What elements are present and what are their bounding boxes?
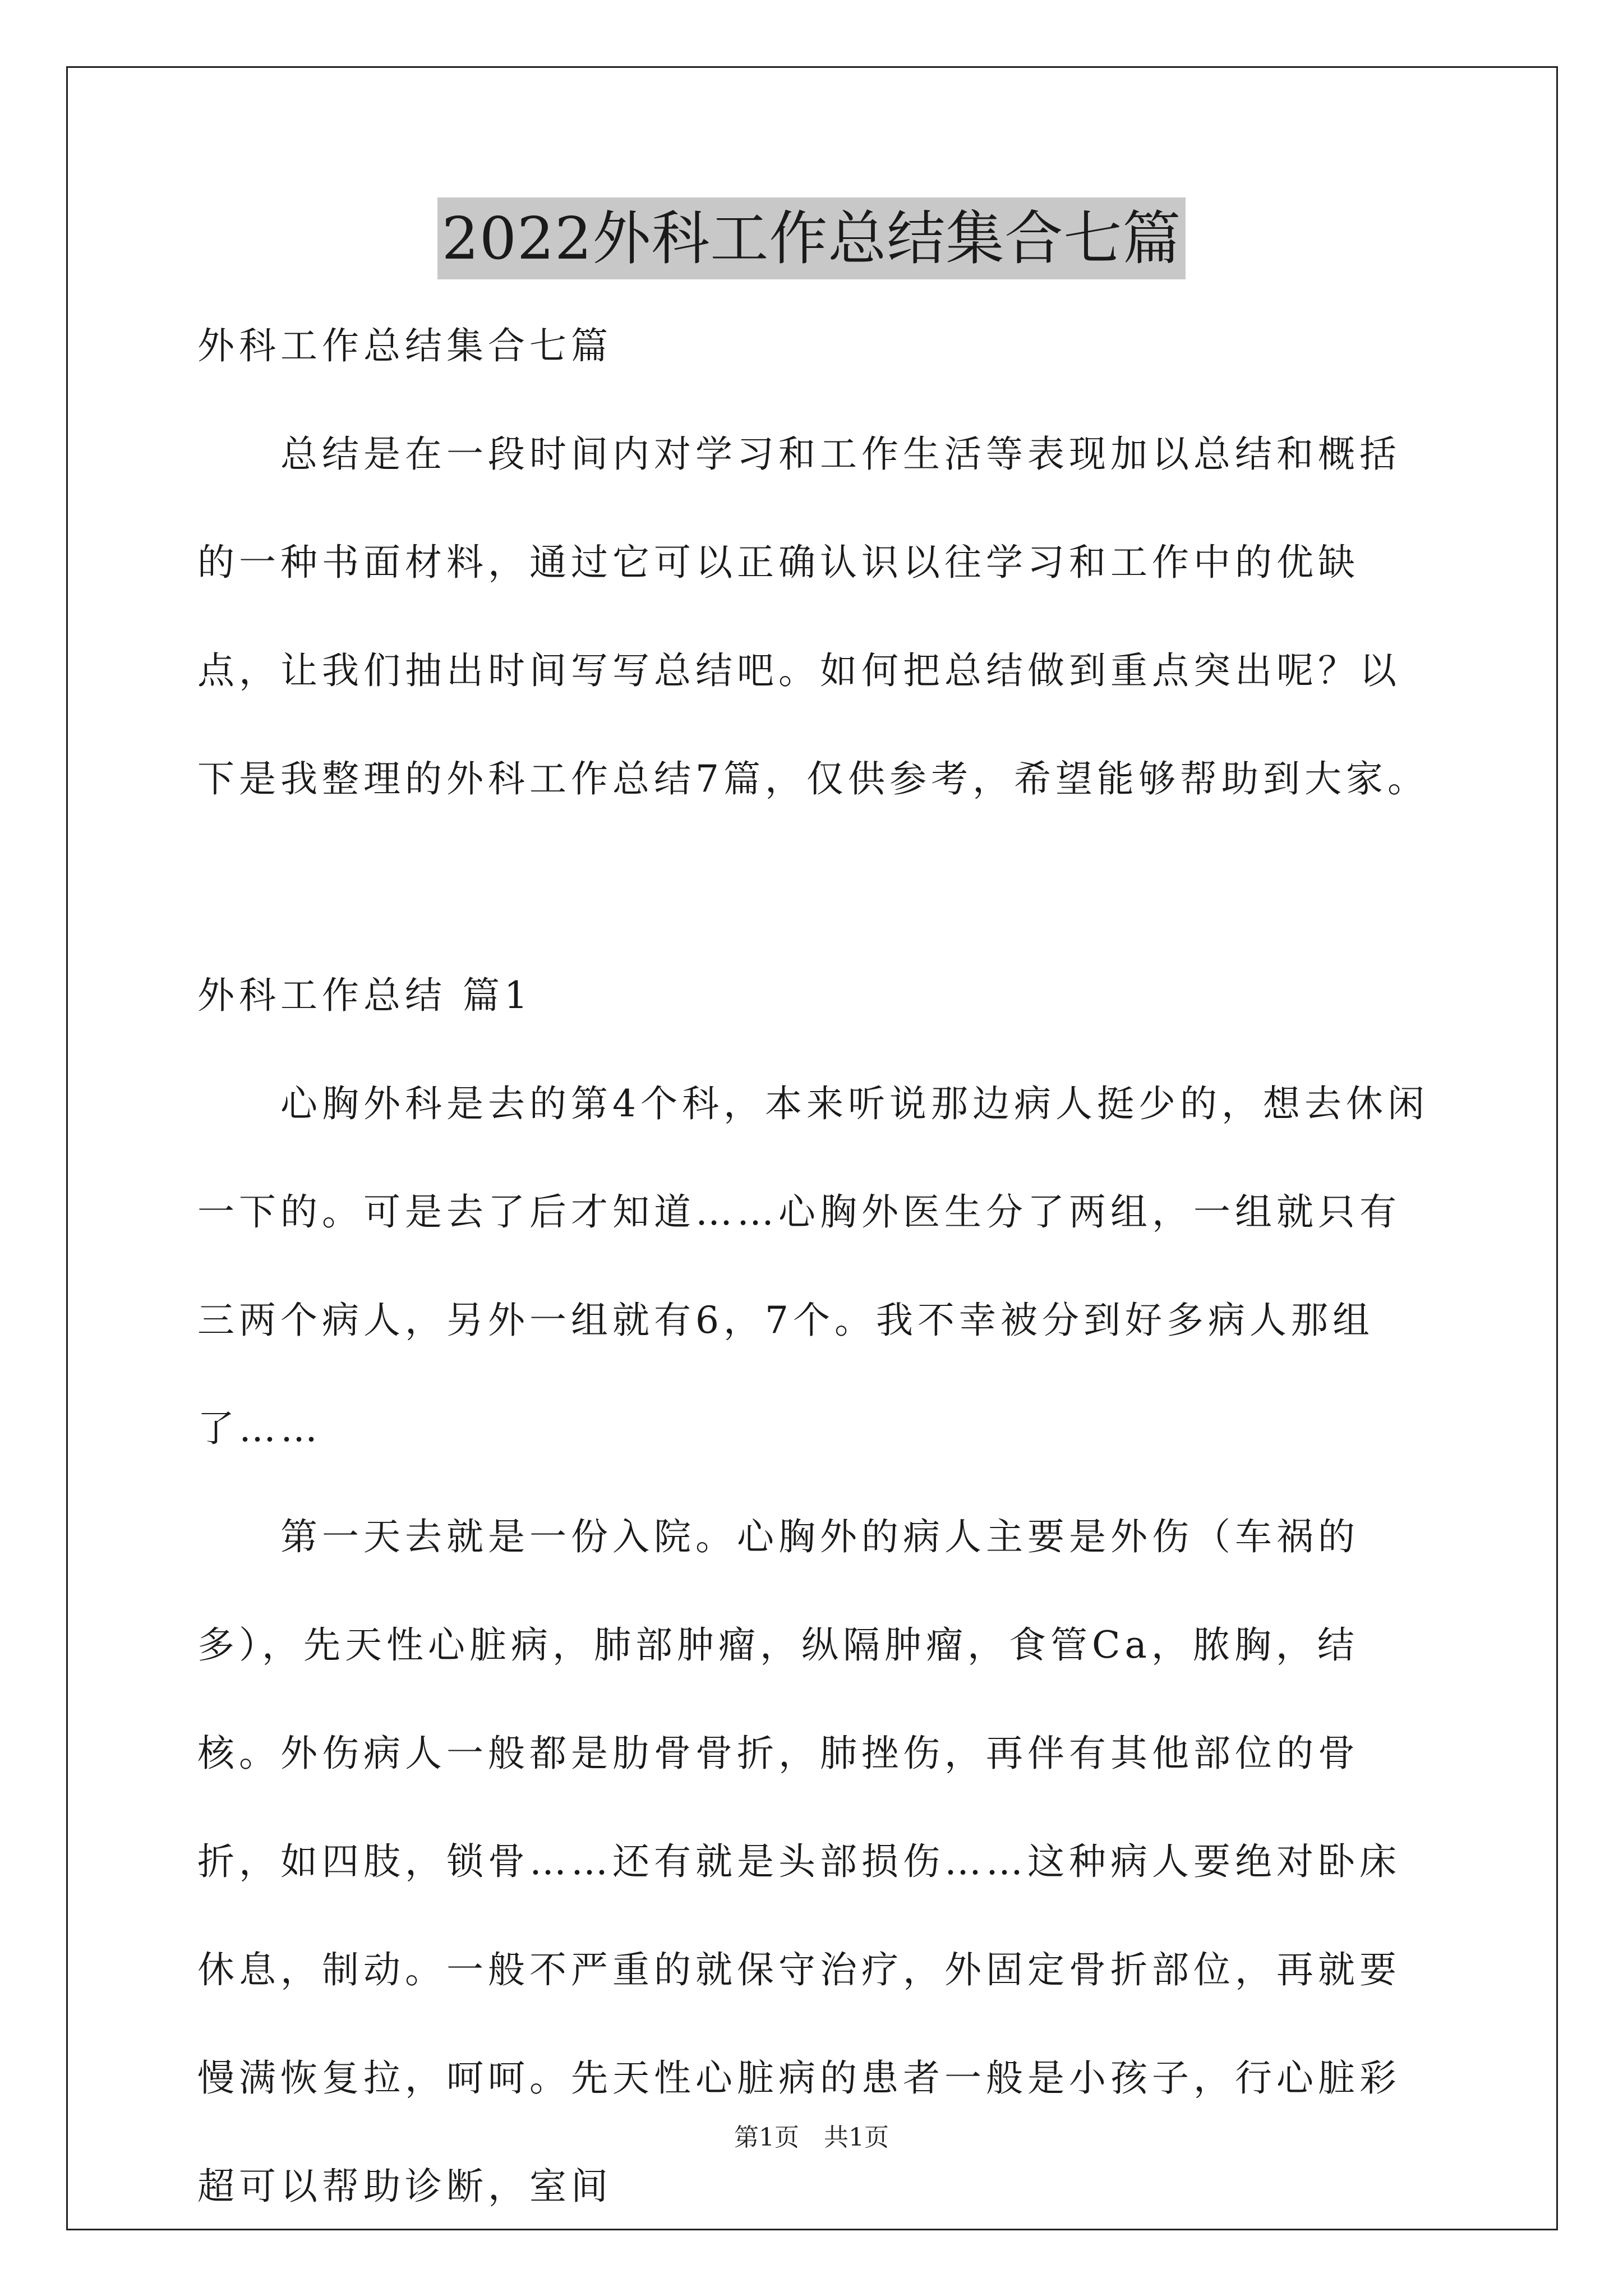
section-heading: 外科工作总结 篇1 (197, 974, 532, 1017)
page-footer: 第1页 共1页 (734, 2123, 889, 2152)
document-subtitle: 外科工作总结集合七篇 (197, 324, 612, 367)
document-title: 2022外科工作总结集合七篇 (437, 197, 1186, 279)
body-paragraph-1: 心胸外科是去的第4个科，本来听说那边病人挺少的，想去休闲一下的。可是去了后才知道……心胸外医生分了两组，一组就只有三两个病人，另外一组就有6，7个。我不幸被分到好多病人那组了…… (197, 1082, 1429, 1450)
body-paragraph-2: 第一天去就是一份入院。心胸外的病人主要是外伤（车祸的多），先天性心脏病，肺部肿瘤，纵隔肿瘤，食管Ca，脓胸，结核。外伤病人一般都是肋骨骨折，肺挫伤，再伴有其他部位的骨折，如四肢，锁骨……还有就是头部损伤……这种病人要绝对卧床休息，制动。一般不严重的就保守治疗，外固定骨折部位，再就要慢满恢复拉，呵呵。先天性心脏病的患者一般是小孩子，行心脏彩超可以帮助诊断，室间 (197, 1515, 1401, 2208)
section-gap (197, 833, 1440, 941)
intro-paragraph: 总结是在一段时间内对学习和工作生活等表现加以总结和概括的一种书面材料，通过它可以正确认识以往学习和工作中的优缺点，让我们抽出时间写写总结吧。如何把总结做到重点突出呢？以下是我整理的外科工作总结7篇，仅供参考，希望能够帮助到大家。 (197, 432, 1429, 800)
document-body (197, 292, 1440, 2240)
title-container (0, 197, 1623, 279)
